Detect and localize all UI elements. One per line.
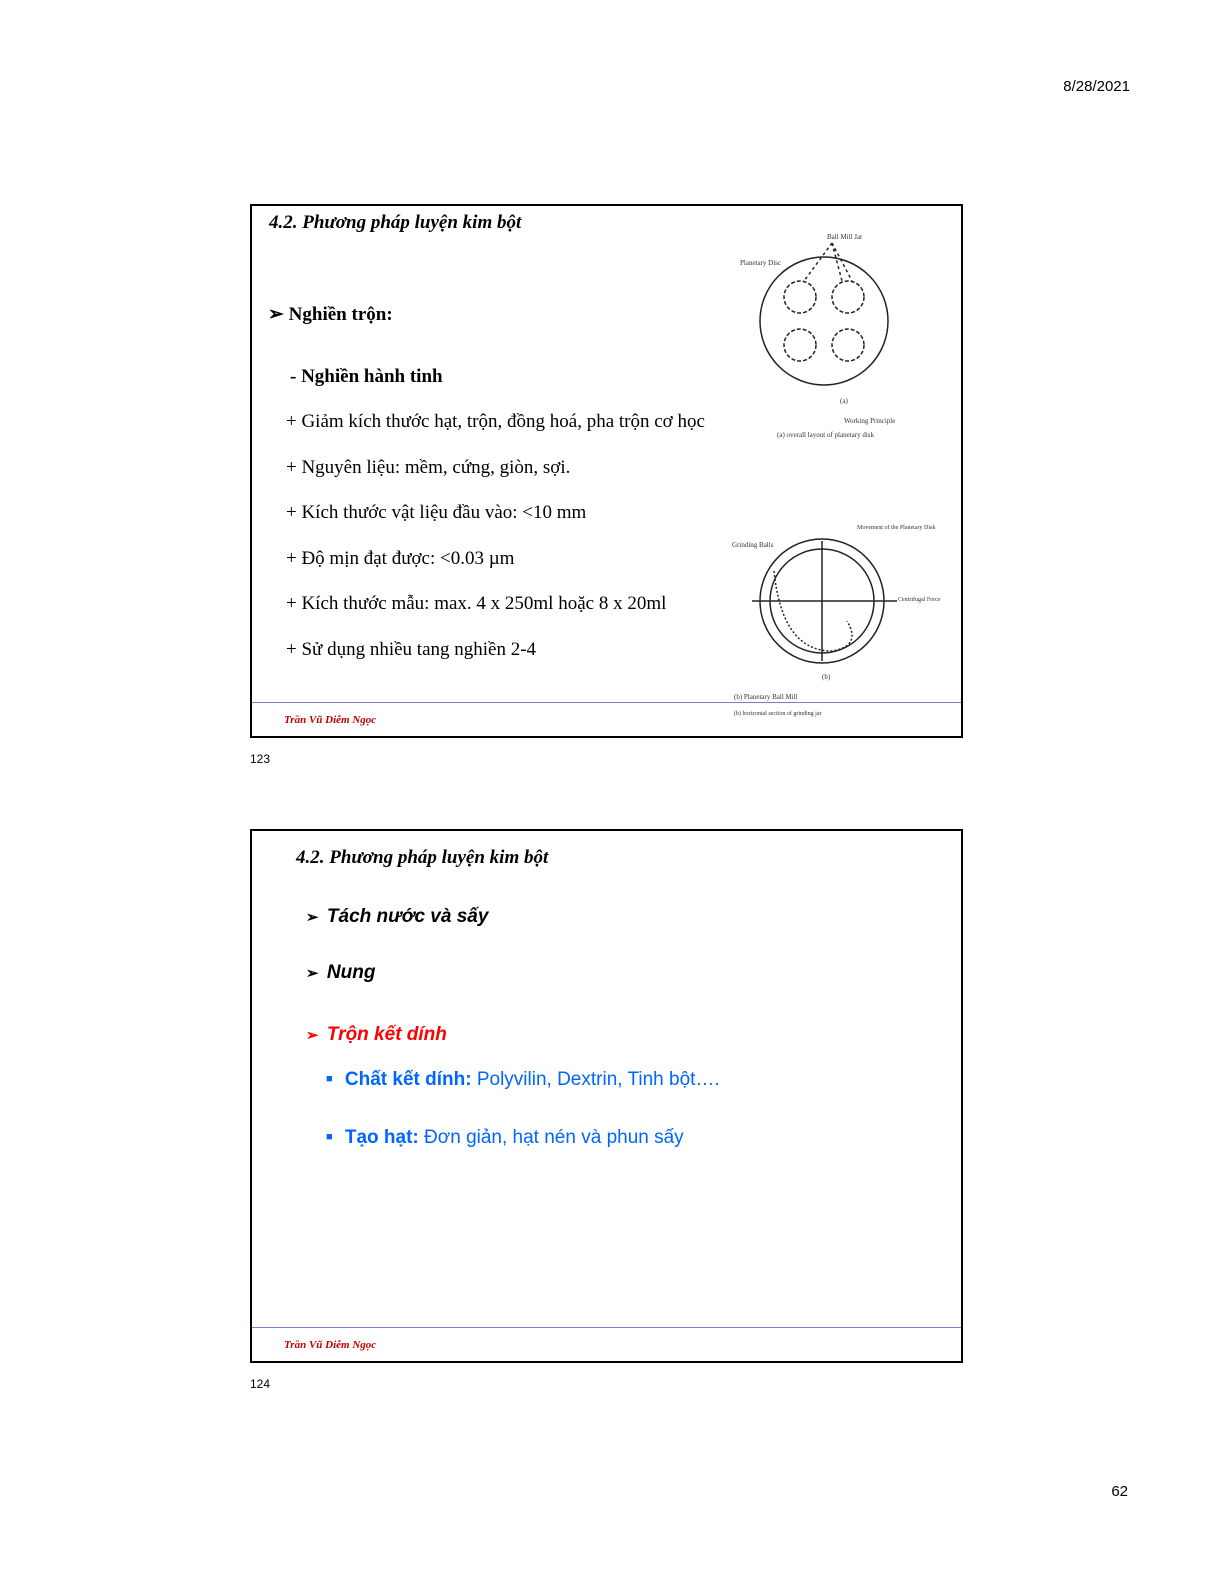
figure-label: Working Principle bbox=[844, 417, 896, 425]
sub-bullet: ■ Chất kết dính: Polyvilin, Dextrin, Tinh bột…. bbox=[326, 1069, 720, 1090]
figure-label: (b) Planetary Ball Mill bbox=[734, 693, 798, 701]
slide-124 bbox=[250, 829, 963, 1363]
figure-label: Centrifugal Force bbox=[898, 597, 941, 603]
square-bullet-icon: ■ bbox=[326, 1073, 345, 1085]
heading: ➢ Nghiền trộn: bbox=[268, 304, 393, 325]
footer-divider bbox=[252, 702, 961, 703]
author: Trần Vũ Diễm Ngọc bbox=[284, 1339, 377, 1351]
footer-divider bbox=[252, 1327, 961, 1328]
slide-number: 124 bbox=[250, 1377, 271, 1391]
arrow-bullet-icon: ➢ bbox=[306, 965, 327, 982]
figure-label: (a) overall layout of planetary disk bbox=[777, 431, 874, 439]
date: 8/28/2021 bbox=[1063, 78, 1130, 95]
arrow-bullet-icon: ➢ bbox=[306, 1027, 327, 1044]
list-item: + Độ mịn đạt được: <0.03 µm bbox=[286, 548, 515, 569]
square-bullet-icon: ■ bbox=[326, 1131, 345, 1143]
subheading: - Nghiền hành tinh bbox=[290, 366, 443, 387]
bullet-item: ➢ Nung bbox=[306, 962, 376, 983]
figure-label: (a) bbox=[840, 397, 848, 405]
figure-label: (b) bbox=[822, 673, 831, 681]
list-item: + Kích thước vật liệu đầu vào: <10 mm bbox=[286, 502, 587, 523]
figure-label: Grinding Balls bbox=[732, 541, 774, 549]
bullet-item-highlight: ➢ Trộn kết dính bbox=[306, 1024, 447, 1045]
slide-title: 4.2. Phương pháp luyện kim bột bbox=[296, 847, 549, 868]
list-item: + Nguyên liệu: mềm, cứng, giòn, sợi. bbox=[286, 457, 571, 478]
list-item: + Giảm kích thước hạt, trộn, đồng hoá, pha trộn cơ học bbox=[286, 411, 705, 432]
arrow-bullet-icon: ➢ bbox=[306, 909, 327, 926]
figure-label: (b) horizontal section of grinding jar bbox=[734, 711, 822, 717]
arrow-bullet-icon: ➢ bbox=[268, 304, 289, 325]
slide-title: 4.2. Phương pháp luyện kim bột bbox=[269, 212, 522, 233]
author: Trần Vũ Diễm Ngọc bbox=[284, 714, 377, 726]
page-number: 62 bbox=[1111, 1483, 1128, 1500]
list-item: + Kích thước mẫu: max. 4 x 250ml hoặc 8 x 20ml bbox=[286, 593, 667, 614]
list-item: + Sử dụng nhiều tang nghiền 2-4 bbox=[286, 639, 537, 660]
bullet-item: ➢ Tách nước và sấy bbox=[306, 906, 489, 927]
figure-label: Movement of the Planetary Disk bbox=[857, 525, 936, 531]
figure-label: Ball Mill Jar bbox=[827, 233, 863, 241]
slide-number: 123 bbox=[250, 752, 271, 766]
sub-bullet: ■ Tạo hạt: Đơn giản, hạt nén và phun sấy bbox=[326, 1127, 684, 1148]
figure-label: Planetary Disc bbox=[740, 259, 782, 267]
planetary-mill-figure bbox=[722, 221, 962, 731]
slide-123 bbox=[250, 204, 963, 738]
